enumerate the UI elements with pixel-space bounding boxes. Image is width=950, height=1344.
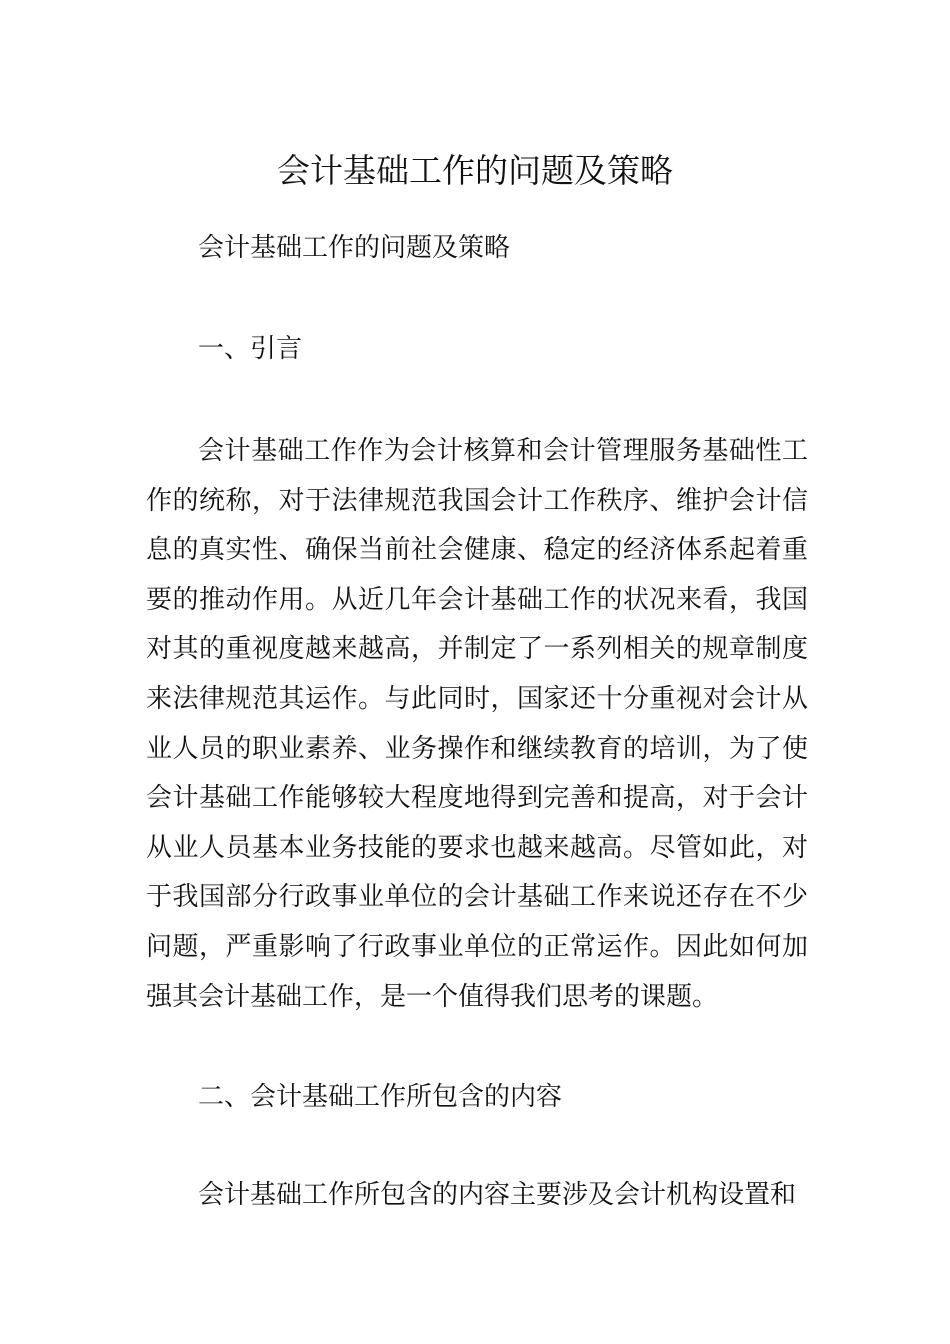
section-body-content: 会计基础工作所包含的内容主要涉及会计机构设置和 [198, 1180, 797, 1210]
document-title: 会计基础工作的问题及策略 [277, 151, 673, 191]
section-body-introduction: 会计基础工作作为会计核算和会计管理服务基础性工作的统称，对于法律规范我国会计工作秩序、维护会计信息的真实性、确保当前社会健康、稳定的经济体系起着重要的推动作用。从近几年会计基础工作的状况来看，我国对其的重视度越来越高，并制定了一系列相关的规章制度来法律规范其运作。与此同时，国家还十分重视对会计从业人员的职业素养、业务操作和继续教育的培训，为了使会计基础工作能够较大程度地得到完善和提高，对于会计从业人员基本业务技能的要求也越来越高。尽管如此，对于我国部分行政事业单位的会计基础工作来说还存在不少问题，严重影响了行政事业单位的正常运作。因此如何加强其会计基础工作，是一个值得我们思考的课题。 [146, 436, 808, 1012]
section-heading-content: 二、会计基础工作所包含的内容 [198, 1082, 563, 1112]
section-heading-introduction: 一、引言 [198, 334, 303, 364]
document-subtitle: 会计基础工作的问题及策略 [198, 233, 511, 263]
